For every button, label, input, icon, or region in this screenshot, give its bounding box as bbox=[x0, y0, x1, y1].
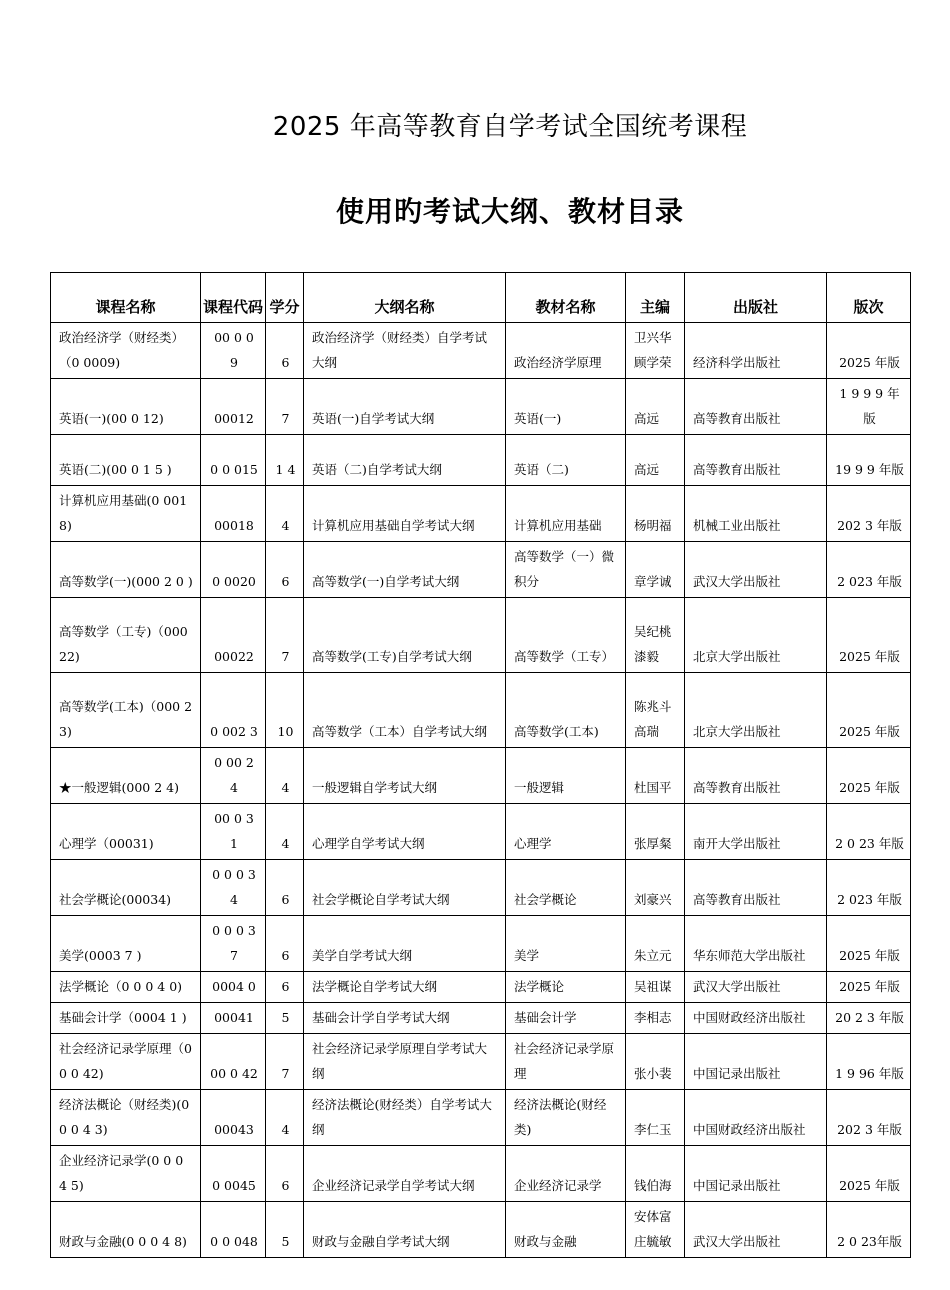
course-catalog-table bbox=[50, 272, 911, 1258]
course-code-cell: 0 0045 bbox=[201, 1146, 266, 1202]
outline-name-cell: 英语(一)自学考试大纲 bbox=[304, 379, 506, 435]
publisher-cell: 经济科学出版社 bbox=[685, 323, 827, 379]
publisher-cell: 中国记录出版社 bbox=[685, 1034, 827, 1090]
edition-cell: 2 023 年版 bbox=[827, 542, 911, 598]
edition-cell: 1 9 9 9 年版 bbox=[827, 379, 911, 435]
table-row bbox=[51, 1003, 911, 1034]
course-code-cell: 0 0 015 bbox=[201, 435, 266, 486]
course-code-cell: 00043 bbox=[201, 1090, 266, 1146]
textbook-name-cell: 高等数学(工本) bbox=[506, 673, 626, 748]
textbook-name-cell: 心理学 bbox=[506, 804, 626, 860]
credit-cell: 7 bbox=[266, 379, 304, 435]
publisher-cell: 中国财政经济出版社 bbox=[685, 1003, 827, 1034]
course-name-cell: 经济法概论（财经类)(00 0 4 3) bbox=[51, 1090, 201, 1146]
edition-cell: 2 023 年版 bbox=[827, 860, 911, 916]
textbook-name-cell: 美学 bbox=[506, 916, 626, 972]
textbook-name-cell: 社会学概论 bbox=[506, 860, 626, 916]
textbook-name-cell: 计算机应用基础 bbox=[506, 486, 626, 542]
publisher-cell: 南开大学出版社 bbox=[685, 804, 827, 860]
course-code-cell: 0 0 0 3 7 bbox=[201, 916, 266, 972]
editor-cell: 卫兴华顾学荣 bbox=[626, 323, 685, 379]
edition-cell: 19 9 9 年版 bbox=[827, 435, 911, 486]
publisher-cell: 高等教育出版社 bbox=[685, 860, 827, 916]
table-row bbox=[51, 379, 911, 435]
edition-cell: 2025 年版 bbox=[827, 916, 911, 972]
edition-cell: 2025 年版 bbox=[827, 673, 911, 748]
textbook-name-cell: 经济法概论(财经类) bbox=[506, 1090, 626, 1146]
credit-cell: 7 bbox=[266, 1034, 304, 1090]
credit-cell: 6 bbox=[266, 972, 304, 1003]
course-code-cell: 00041 bbox=[201, 1003, 266, 1034]
credit-cell: 6 bbox=[266, 1146, 304, 1202]
credit-cell: 6 bbox=[266, 860, 304, 916]
editor-cell: 李仁玉 bbox=[626, 1090, 685, 1146]
edition-cell: 2 0 23年版 bbox=[827, 1202, 911, 1258]
outline-name-cell: 政治经济学（财经类）自学考试大纲 bbox=[304, 323, 506, 379]
edition-cell: 202 3 年版 bbox=[827, 486, 911, 542]
editor-cell: 安体富庄毓敏 bbox=[626, 1202, 685, 1258]
edition-cell: 2025 年版 bbox=[827, 598, 911, 673]
course-name-cell: 财政与金融(0 0 0 4 8) bbox=[51, 1202, 201, 1258]
outline-name-cell: 一般逻辑自学考试大纲 bbox=[304, 748, 506, 804]
course-name-cell: 政治经济学（财经类）（0 0009) bbox=[51, 323, 201, 379]
header-textbook-name: 教材名称 bbox=[506, 273, 626, 323]
course-code-cell: 00 0 42 bbox=[201, 1034, 266, 1090]
editor-cell: 陈兆斗高瑞 bbox=[626, 673, 685, 748]
outline-name-cell: 法学概论自学考试大纲 bbox=[304, 972, 506, 1003]
header-course-name: 课程名称 bbox=[51, 273, 201, 323]
outline-name-cell: 高等数学（工本）自学考试大纲 bbox=[304, 673, 506, 748]
course-code-cell: 0004 0 bbox=[201, 972, 266, 1003]
course-code-cell: 0 0020 bbox=[201, 542, 266, 598]
course-name-cell: 社会学概论(00034) bbox=[51, 860, 201, 916]
document-subtitle: 使用旳考试大纲、教材目录 bbox=[335, 195, 684, 228]
credit-cell: 6 bbox=[266, 542, 304, 598]
header-publisher: 出版社 bbox=[685, 273, 827, 323]
credit-cell: 6 bbox=[266, 916, 304, 972]
course-name-cell: 英语(一)(00 0 12) bbox=[51, 379, 201, 435]
outline-name-cell: 社会经济记录学原理自学考试大纲 bbox=[304, 1034, 506, 1090]
course-name-cell: 基础会计学（0004 1 ) bbox=[51, 1003, 201, 1034]
course-name-cell: 法学概论（0 0 0 4 0) bbox=[51, 972, 201, 1003]
outline-name-cell: 英语（二)自学考试大纲 bbox=[304, 435, 506, 486]
outline-name-cell: 企业经济记录学自学考试大纲 bbox=[304, 1146, 506, 1202]
table-row bbox=[51, 748, 911, 804]
textbook-name-cell: 基础会计学 bbox=[506, 1003, 626, 1034]
editor-cell: 吴纪桃漆毅 bbox=[626, 598, 685, 673]
table-row bbox=[51, 673, 911, 748]
edition-cell: 2 0 23 年版 bbox=[827, 804, 911, 860]
course-code-cell: 00 0 3 1 bbox=[201, 804, 266, 860]
editor-cell: 张厚粲 bbox=[626, 804, 685, 860]
table-body bbox=[51, 323, 911, 1258]
course-name-cell: 高等数学(工本)（000 2 3) bbox=[51, 673, 201, 748]
table-row bbox=[51, 1034, 911, 1090]
table-row bbox=[51, 598, 911, 673]
editor-cell: 钱伯海 bbox=[626, 1146, 685, 1202]
table-row bbox=[51, 972, 911, 1003]
table-row bbox=[51, 435, 911, 486]
outline-name-cell: 计算机应用基础自学考试大纲 bbox=[304, 486, 506, 542]
course-name-cell: ★一般逻辑(000 2 4) bbox=[51, 748, 201, 804]
editor-cell: 朱立元 bbox=[626, 916, 685, 972]
textbook-name-cell: 英语(一) bbox=[506, 379, 626, 435]
editor-cell: 章学诚 bbox=[626, 542, 685, 598]
textbook-name-cell: 财政与金融 bbox=[506, 1202, 626, 1258]
publisher-cell: 华东师范大学出版社 bbox=[685, 916, 827, 972]
publisher-cell: 北京大学出版社 bbox=[685, 673, 827, 748]
header-edition: 版次 bbox=[827, 273, 911, 323]
table-header-row bbox=[51, 273, 911, 323]
outline-name-cell: 美学自学考试大纲 bbox=[304, 916, 506, 972]
textbook-name-cell: 企业经济记录学 bbox=[506, 1146, 626, 1202]
outline-name-cell: 经济法概论(财经类）自学考试大纲 bbox=[304, 1090, 506, 1146]
edition-cell: 2025 年版 bbox=[827, 748, 911, 804]
editor-cell: 李相志 bbox=[626, 1003, 685, 1034]
textbook-name-cell: 高等数学（一）微积分 bbox=[506, 542, 626, 598]
credit-cell: 5 bbox=[266, 1003, 304, 1034]
edition-cell: 2025 年版 bbox=[827, 1146, 911, 1202]
table-row bbox=[51, 323, 911, 379]
course-name-cell: 英语(二)(00 0 1 5 ) bbox=[51, 435, 201, 486]
textbook-name-cell: 法学概论 bbox=[506, 972, 626, 1003]
course-name-cell: 高等数学(一)(000 2 0 ) bbox=[51, 542, 201, 598]
course-code-cell: 00 0 0 9 bbox=[201, 323, 266, 379]
outline-name-cell: 心理学自学考试大纲 bbox=[304, 804, 506, 860]
header-outline-name: 大纲名称 bbox=[304, 273, 506, 323]
editor-cell: 吴祖谋 bbox=[626, 972, 685, 1003]
editor-cell: 杨明福 bbox=[626, 486, 685, 542]
table-row bbox=[51, 916, 911, 972]
table-row bbox=[51, 1202, 911, 1258]
course-code-cell: 00012 bbox=[201, 379, 266, 435]
editor-cell: 高远 bbox=[626, 435, 685, 486]
document-title: 2025 年高等教育自学考试全国统考课程 bbox=[272, 112, 748, 142]
course-code-cell: 00018 bbox=[201, 486, 266, 542]
outline-name-cell: 基础会计学自学考试大纲 bbox=[304, 1003, 506, 1034]
publisher-cell: 高等教育出版社 bbox=[685, 748, 827, 804]
publisher-cell: 中国财政经济出版社 bbox=[685, 1090, 827, 1146]
outline-name-cell: 社会学概论自学考试大纲 bbox=[304, 860, 506, 916]
credit-cell: 4 bbox=[266, 1090, 304, 1146]
publisher-cell: 武汉大学出版社 bbox=[685, 1202, 827, 1258]
textbook-name-cell: 社会经济记录学原理 bbox=[506, 1034, 626, 1090]
edition-cell: 202 3 年版 bbox=[827, 1090, 911, 1146]
edition-cell: 2025 年版 bbox=[827, 972, 911, 1003]
course-name-cell: 高等数学（工专)（00022) bbox=[51, 598, 201, 673]
editor-cell: 高远 bbox=[626, 379, 685, 435]
textbook-name-cell: 一般逻辑 bbox=[506, 748, 626, 804]
table-row bbox=[51, 486, 911, 542]
header-editor: 主编 bbox=[626, 273, 685, 323]
textbook-name-cell: 政治经济学原理 bbox=[506, 323, 626, 379]
textbook-name-cell: 英语（二) bbox=[506, 435, 626, 486]
credit-cell: 4 bbox=[266, 804, 304, 860]
credit-cell: 1 4 bbox=[266, 435, 304, 486]
course-name-cell: 计算机应用基础(0 0018) bbox=[51, 486, 201, 542]
editor-cell: 杜国平 bbox=[626, 748, 685, 804]
edition-cell: 20 2 3 年版 bbox=[827, 1003, 911, 1034]
publisher-cell: 武汉大学出版社 bbox=[685, 542, 827, 598]
editor-cell: 刘豪兴 bbox=[626, 860, 685, 916]
publisher-cell: 高等教育出版社 bbox=[685, 379, 827, 435]
table-row bbox=[51, 860, 911, 916]
outline-name-cell: 高等数学(工专)自学考试大纲 bbox=[304, 598, 506, 673]
edition-cell: 2025 年版 bbox=[827, 323, 911, 379]
editor-cell: 张小裴 bbox=[626, 1034, 685, 1090]
publisher-cell: 武汉大学出版社 bbox=[685, 972, 827, 1003]
credit-cell: 6 bbox=[266, 323, 304, 379]
course-code-cell: 0 0 0 3 4 bbox=[201, 860, 266, 916]
course-code-cell: 0 002 3 bbox=[201, 673, 266, 748]
credit-cell: 4 bbox=[266, 486, 304, 542]
credit-cell: 5 bbox=[266, 1202, 304, 1258]
credit-cell: 10 bbox=[266, 673, 304, 748]
course-code-cell: 00022 bbox=[201, 598, 266, 673]
course-code-cell: 0 00 2 4 bbox=[201, 748, 266, 804]
table-row bbox=[51, 804, 911, 860]
edition-cell: 1 9 96 年版 bbox=[827, 1034, 911, 1090]
outline-name-cell: 高等数学(一)自学考试大纲 bbox=[304, 542, 506, 598]
publisher-cell: 高等教育出版社 bbox=[685, 435, 827, 486]
course-name-cell: 企业经济记录学(0 0 0 4 5) bbox=[51, 1146, 201, 1202]
credit-cell: 7 bbox=[266, 598, 304, 673]
header-credit: 学分 bbox=[266, 273, 304, 323]
textbook-name-cell: 高等数学（工专） bbox=[506, 598, 626, 673]
publisher-cell: 中国记录出版社 bbox=[685, 1146, 827, 1202]
course-name-cell: 心理学（00031) bbox=[51, 804, 201, 860]
table-row bbox=[51, 1090, 911, 1146]
publisher-cell: 机械工业出版社 bbox=[685, 486, 827, 542]
course-code-cell: 0 0 048 bbox=[201, 1202, 266, 1258]
course-name-cell: 社会经济记录学原理（0 0 0 42) bbox=[51, 1034, 201, 1090]
course-name-cell: 美学(0003 7 ) bbox=[51, 916, 201, 972]
publisher-cell: 北京大学出版社 bbox=[685, 598, 827, 673]
credit-cell: 4 bbox=[266, 748, 304, 804]
outline-name-cell: 财政与金融自学考试大纲 bbox=[304, 1202, 506, 1258]
table-row bbox=[51, 1146, 911, 1202]
table-row bbox=[51, 542, 911, 598]
header-course-code: 课程代码 bbox=[201, 273, 266, 323]
